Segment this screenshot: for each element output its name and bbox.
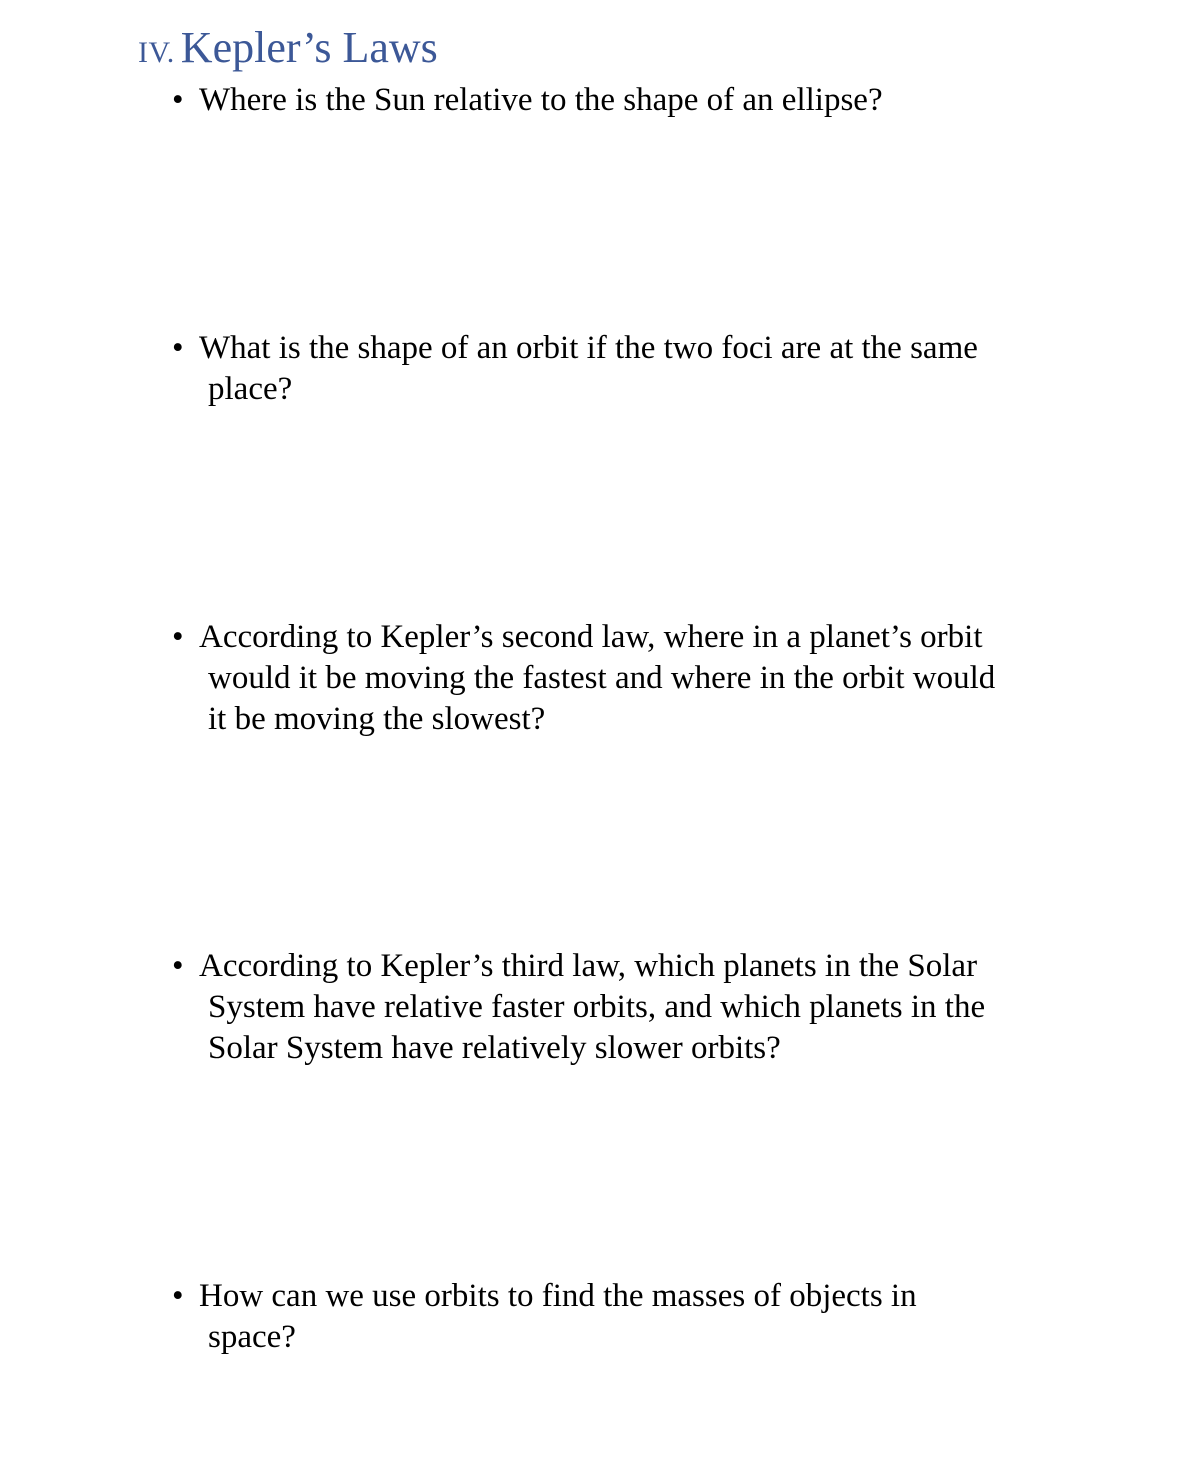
bullet-icon: • [172, 948, 184, 984]
question-text [172, 946, 1072, 1069]
question-line: space? [208, 1319, 296, 1355]
question-line: place? [208, 371, 293, 407]
question-3 [172, 617, 1072, 740]
question-text [172, 617, 1072, 740]
question-4 [172, 946, 1072, 1069]
question-line: System have relative faster orbits, and which planets in the [208, 989, 986, 1025]
question-line: would it be moving the fastest and where in the orbit would [208, 660, 996, 696]
bullet-icon: • [172, 82, 184, 118]
question-line: According to Kepler’s second law, where in a planet’s orbit [199, 619, 983, 655]
question-line: What is the shape of an orbit if the two foci are at the same [199, 330, 978, 366]
section-heading [138, 23, 438, 72]
section-numeral: IV. [138, 36, 175, 69]
bullet-icon: • [172, 330, 184, 366]
question-line: it be moving the slowest? [208, 701, 546, 737]
question-line: Solar System have relatively slower orbits? [208, 1030, 781, 1066]
bullet-icon: • [172, 1278, 184, 1314]
question-line: Where is the Sun relative to the shape of an ellipse? [199, 82, 883, 118]
question-text [172, 328, 1072, 410]
question-2 [172, 328, 1072, 410]
question-line: According to Kepler’s third law, which planets in the Solar [199, 948, 978, 984]
question-text [172, 1276, 1072, 1358]
question-5 [172, 1276, 1072, 1358]
question-text [172, 80, 1072, 121]
bullet-icon: • [172, 619, 184, 655]
question-1 [172, 80, 1072, 121]
question-line: How can we use orbits to find the masses of objects in [199, 1278, 917, 1314]
section-title: Kepler’s Laws [180, 23, 438, 72]
